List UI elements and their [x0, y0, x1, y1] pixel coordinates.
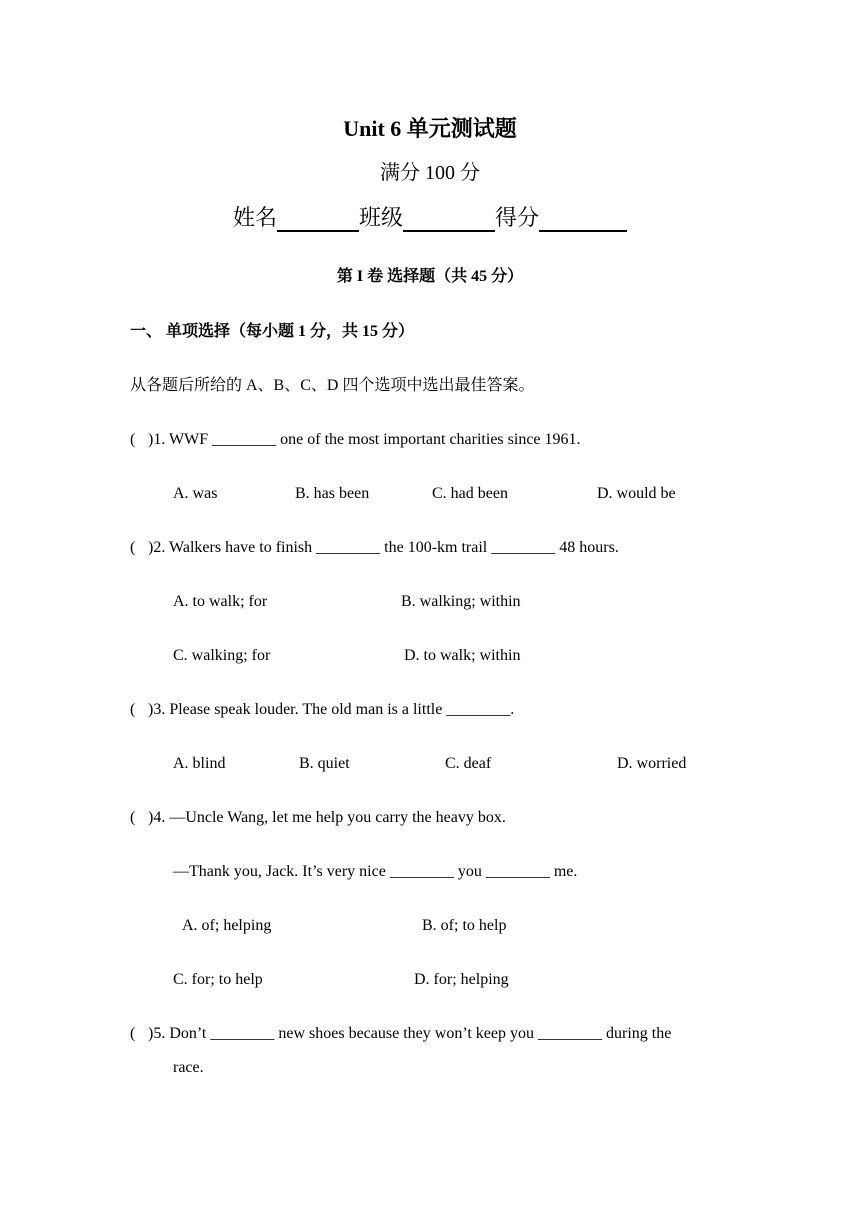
option-d: D. worried	[617, 755, 687, 772]
answer-paren: (	[130, 539, 136, 556]
question-2	[130, 538, 619, 558]
question-4	[130, 808, 506, 828]
class-label: 班级	[358, 205, 403, 230]
option-a: A. of; helping	[182, 917, 272, 934]
name-blank[interactable]	[277, 208, 359, 232]
question-1	[130, 430, 581, 450]
answer-paren: (	[130, 431, 136, 448]
section-one-instruction: 从各题后所给的 A、B、C、D 四个选项中选出最佳答案。	[130, 377, 535, 394]
option-d: D. for; helping	[414, 971, 509, 988]
part-one-title: 第 I 卷 选择题（共 45 分）	[336, 268, 524, 285]
option-b: B. quiet	[299, 755, 350, 772]
question-text: )5. Don’t ________ new shoes because they won’t keep you ________ during the	[148, 1025, 672, 1042]
page-title: Unit 6 单元测试题	[343, 116, 517, 141]
option-c: C. walking; for	[173, 647, 271, 664]
option-c: C. deaf	[445, 755, 492, 772]
score-blank[interactable]	[539, 208, 627, 232]
student-info-row	[0, 204, 860, 232]
option-b: B. has been	[295, 485, 370, 502]
score-label: 得分	[495, 205, 540, 230]
option-c: C. for; to help	[173, 971, 263, 988]
option-a: A. blind	[173, 755, 226, 772]
option-a: A. was	[173, 485, 218, 502]
name-label: 姓名	[232, 205, 277, 230]
question-text: )4. —Uncle Wang, let me help you carry the heavy box.	[148, 809, 506, 826]
question-reply: —Thank you, Jack. It’s very nice ________ you ________ me.	[173, 863, 578, 880]
question-continuation: race.	[173, 1059, 204, 1076]
option-d: D. to walk; within	[404, 647, 521, 664]
question-5	[130, 1024, 671, 1044]
question-text: )2. Walkers have to finish ________ the 100-km trail ________ 48 hours.	[148, 539, 619, 556]
option-c: C. had been	[432, 485, 508, 502]
answer-paren: (	[130, 1025, 136, 1042]
answer-paren: (	[130, 809, 136, 826]
question-text: )3. Please speak louder. The old man is a little ________.	[148, 701, 515, 718]
section-one-title: 一、 单项选择（每小题 1 分，共 15 分）	[130, 323, 415, 340]
answer-paren: (	[130, 701, 136, 718]
option-a: A. to walk; for	[173, 593, 268, 610]
option-b: B. walking; within	[401, 593, 521, 610]
question-text: )1. WWF ________ one of the most important charities since 1961.	[148, 431, 581, 448]
option-d: D. would be	[597, 485, 676, 502]
page-subtitle: 满分 100 分	[380, 162, 480, 184]
option-b: B. of; to help	[422, 917, 507, 934]
class-blank[interactable]	[403, 208, 495, 232]
question-3	[130, 700, 514, 720]
